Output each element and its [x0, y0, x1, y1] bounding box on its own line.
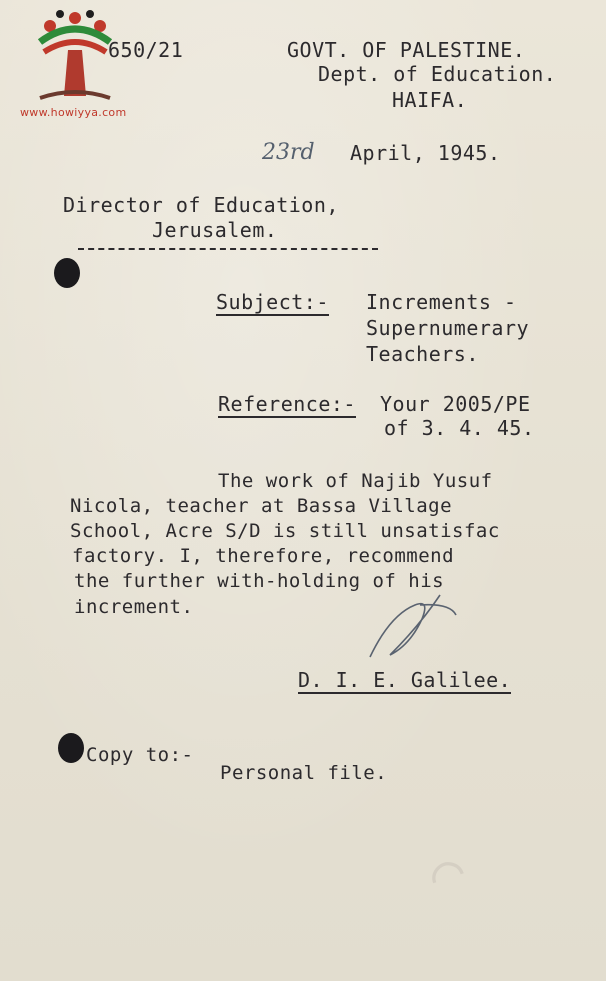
- punch-hole-top: [54, 258, 80, 288]
- copy-to-recipient: Personal file.: [220, 762, 388, 784]
- body-line-1: The work of Najib Yusuf: [218, 470, 493, 492]
- background-mark: ⌒: [421, 836, 472, 907]
- addressee-line-1: Director of Education,: [63, 193, 339, 217]
- signatory: D. I. E. Galilee.: [298, 668, 512, 692]
- body-line-2: Nicola, teacher at Bassa Village: [70, 495, 453, 517]
- subject-line-3: Teachers.: [366, 342, 479, 366]
- subject-label: Subject:-: [216, 290, 329, 314]
- dashed-rule: [78, 248, 378, 250]
- handwritten-day: 23rd: [262, 140, 315, 165]
- body-line-3: School, Acre S/D is still unsatisfac: [70, 520, 500, 542]
- body-line-4: factory. I, therefore, recommend: [72, 545, 455, 567]
- subject-line-1: Increments -: [366, 290, 517, 314]
- logo-caption: www.howiyya.com: [20, 106, 127, 119]
- header-line-3: HAIFA.: [392, 88, 468, 112]
- reference-line-2: of 3. 4. 45.: [384, 416, 535, 440]
- reference-label: Reference:-: [218, 392, 356, 416]
- header-line-1: GOVT. OF PALESTINE.: [287, 38, 526, 62]
- addressee-line-2: Jerusalem.: [152, 218, 278, 242]
- subject-line-2: Supernumerary: [366, 316, 530, 340]
- reference-line-1: Your 2005/PE: [380, 392, 531, 416]
- date-text: April, 1945.: [350, 141, 501, 165]
- howiyya-logo: [30, 6, 120, 110]
- copy-to-label: Copy to:-: [86, 744, 194, 766]
- punch-hole-bottom: [58, 733, 84, 763]
- handwritten-signature: [360, 585, 460, 665]
- body-line-6: increment.: [74, 596, 194, 618]
- body-line-5: the further with-holding of his: [74, 570, 445, 592]
- reference-number: 650/21: [108, 38, 184, 62]
- header-line-2: Dept. of Education.: [318, 62, 557, 86]
